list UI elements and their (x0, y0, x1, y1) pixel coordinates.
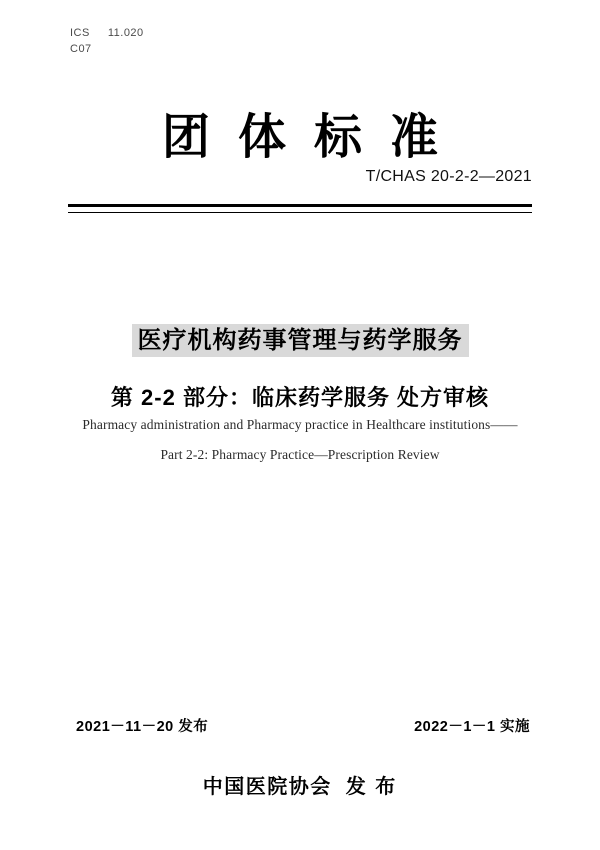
issue-date: 2021－11－20 发布 (76, 719, 209, 735)
ics-header-block (70, 26, 144, 58)
ccs-code: C07 (70, 42, 92, 55)
publisher-verb: 发 布 (345, 776, 398, 798)
publisher (0, 770, 600, 799)
document-subtitle: 第 2-2 部分：临床药学服务 处方审核 (110, 385, 490, 410)
ics-value: 11.020 (107, 27, 144, 39)
document-title-en-line1: Pharmacy administration and Pharmacy practice in Healthcare institutions—— (82, 417, 518, 432)
divider-thick (68, 204, 532, 207)
document-title (0, 320, 600, 355)
ics-line (70, 26, 144, 42)
document-title-text: 医疗机构药事管理与药学服务 (132, 324, 469, 357)
standard-number: T/CHAS 20-2-2—2021 (365, 168, 532, 185)
ics-label: ICS (70, 27, 90, 39)
effective-date: 2022－1－1 实施 (414, 719, 530, 735)
publisher-name: 中国医院协会 (202, 776, 332, 798)
page-title: 团体标准 (161, 111, 466, 164)
document-title-en-line2: Part 2-2: Pharmacy Practice—Prescription Review (160, 447, 440, 462)
divider-thin (68, 212, 532, 213)
